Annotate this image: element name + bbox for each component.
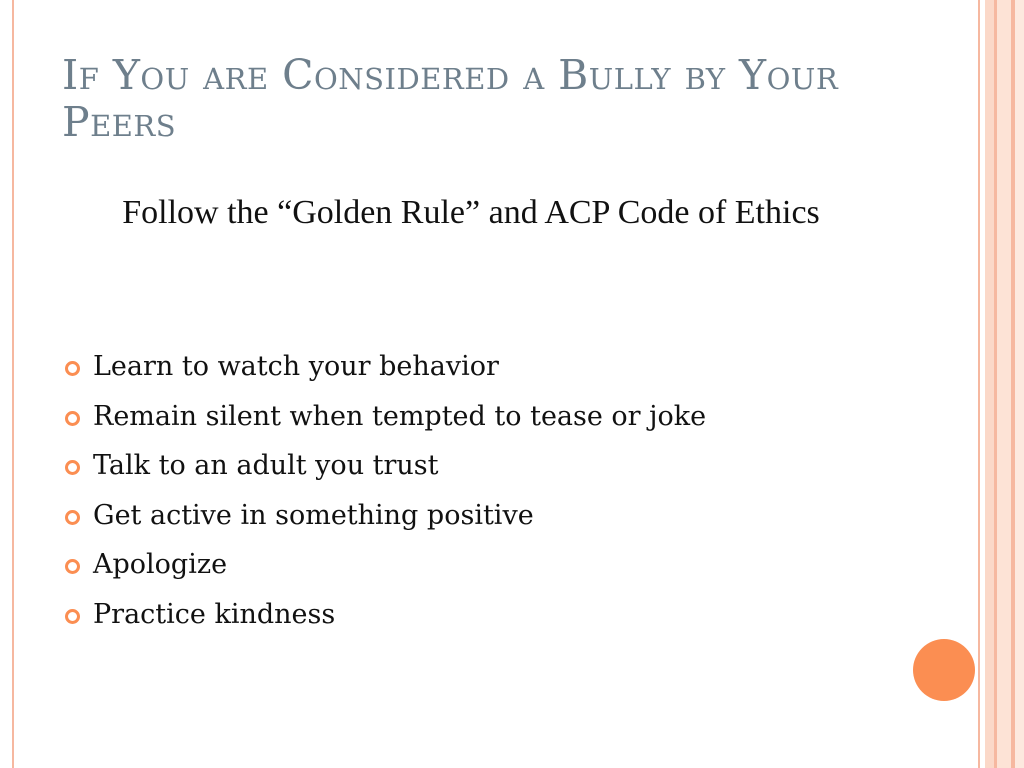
ring-bullet-icon (65, 510, 80, 525)
ring-bullet-icon (65, 411, 80, 426)
list-item-text: Get active in something positive (93, 499, 534, 531)
list-item-text: Remain silent when tempted to tease or joke (93, 400, 707, 432)
list-item (62, 344, 922, 394)
list-item (62, 542, 922, 592)
right-stripe (997, 0, 1011, 768)
slide-title: If You are Considered a Bully by Your Peers (62, 51, 839, 146)
right-stripe (1015, 0, 1024, 768)
ring-bullet-icon (65, 460, 80, 475)
list-item-text: Learn to watch your behavior (93, 351, 499, 382)
list-item-text: Talk to an adult you trust (93, 450, 439, 482)
list-item (62, 592, 922, 642)
ring-bullet-icon (65, 361, 80, 376)
list-item (62, 394, 922, 444)
right-stripe (985, 0, 994, 768)
ring-bullet-icon (65, 609, 80, 624)
ring-bullet-icon (65, 559, 80, 574)
list-item (62, 493, 922, 543)
list-item-text: Apologize (93, 549, 228, 581)
bullet-list (62, 344, 922, 642)
list-item-text: Practice kindness (93, 598, 336, 630)
left-border-line (12, 0, 14, 768)
right-stripe (978, 0, 980, 768)
slide-subheading: Follow the “Golden Rule” and ACP Code of Ethics (122, 194, 820, 231)
orange-circle-decoration (913, 639, 975, 701)
list-item (62, 443, 922, 493)
